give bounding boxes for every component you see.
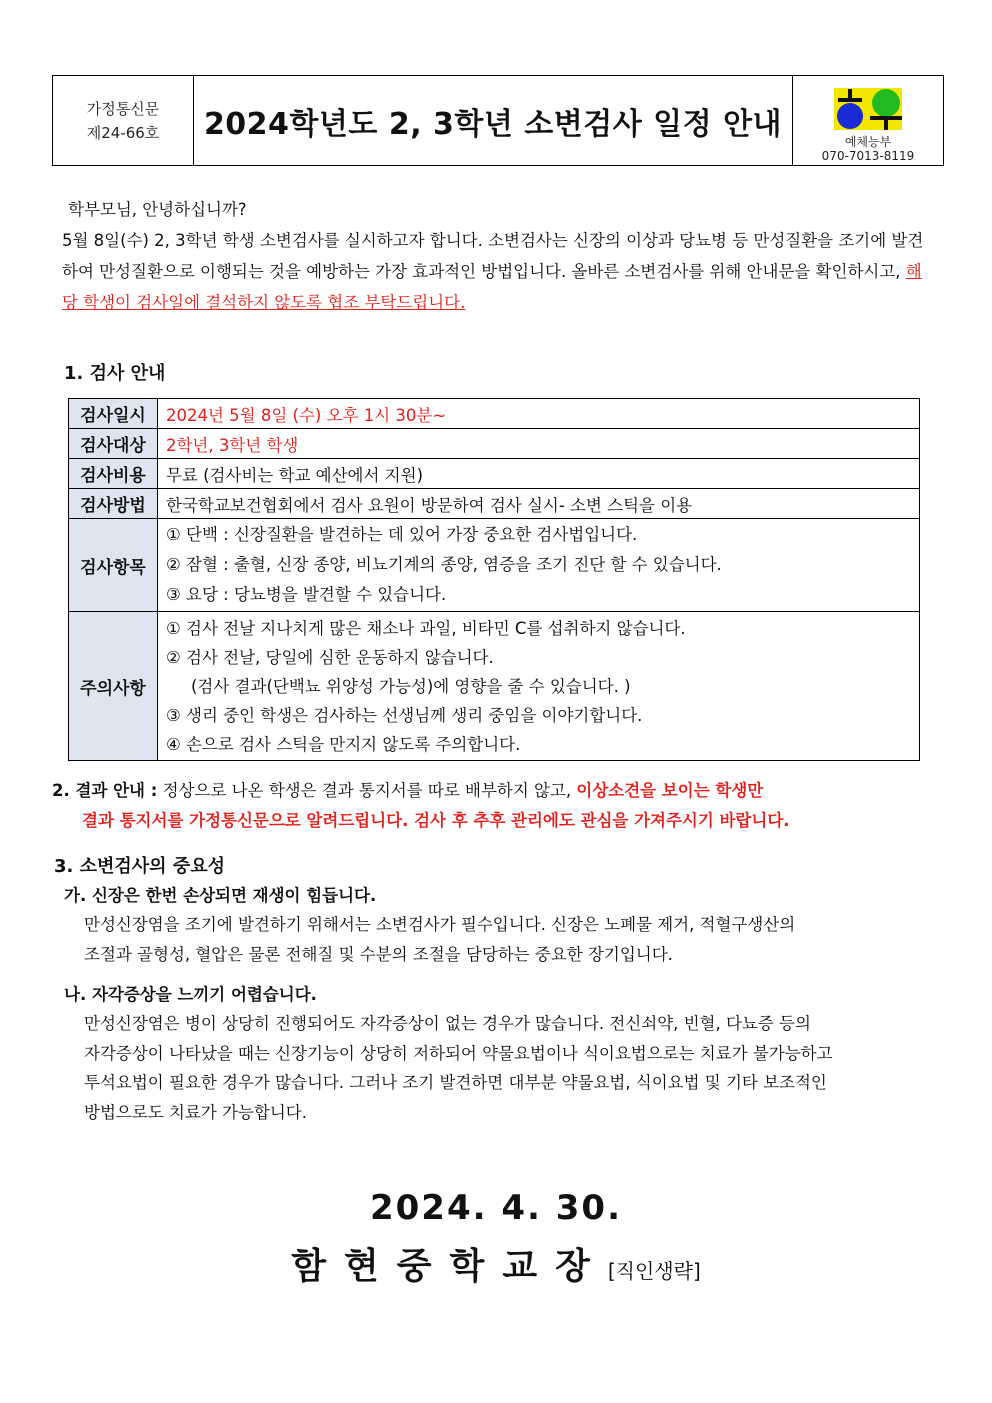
list-item: ② 검사 전날, 당일에 심한 운동하지 않습니다. [166,647,494,667]
signer-name: 함현중학교장 [291,1246,608,1287]
row-value: 무료 (검사비는 학교 예산에서 지원) [158,459,920,489]
row-label: 주의사항 [69,612,158,761]
section2-text: 정상으로 나온 학생은 결과 통지서를 따로 배부하지 않고, [162,781,577,800]
signature-line [0,1238,992,1289]
table-row [69,399,920,429]
exam-info-table [68,398,920,761]
table-row [69,459,920,489]
section2-line1 [52,776,763,806]
list-item: ③ 요당 : 당뇨병을 발견할 수 있습니다. [166,585,447,604]
department-logo-icon [828,83,908,135]
section3-title: 3. 소변검사의 중요성 [54,856,225,877]
table-row [69,612,920,761]
greeting: 학부모님, 안녕하십니까? [68,200,247,219]
list-item: (검사 결과(단백뇨 위양성 가능성)에 영향을 줄 수 있습니다. ) [191,676,631,696]
body-line: 조절과 골형성, 혈압은 물론 전해질 및 수분의 조절을 담당하는 중요한 장기입니다. [84,944,673,964]
list-item: ① 단백 : 신장질환을 발견하는 데 있어 가장 중요한 검사법입니다. [166,525,638,544]
intro-highlight: 해당 학생이 검사일에 결석하지 않도록 협조 부탁드립니다. [62,262,922,312]
issue-date: 2024. 4. 30. [369,1188,623,1228]
list-item: ② 잠혈 : 출혈, 신장 종양, 비뇨기계의 종양, 염증을 조기 진단 할 수 있습니다. [166,555,722,574]
row-label: 검사비용 [69,459,158,489]
doc-info [53,76,194,165]
list-item: ③ 생리 중인 학생은 검사하는 선생님께 생리 중임을 이야기합니다. [166,705,643,725]
doc-number: 제24-66호 [86,123,160,142]
section3-b-title: 나. 자각증상을 느끼기 어렵습니다. [64,985,317,1004]
list-item: ① 검사 전날 지나치게 많은 채소나 과일, 비타민 C를 섭취하지 않습니다. [166,618,686,638]
section3-b-body [84,1009,833,1127]
section3-a-body [84,910,795,969]
list-item: ④ 손으로 검사 스틱을 만지지 않도록 주의합니다. [166,734,521,754]
row-label: 검사항목 [69,519,158,612]
body-line: 투석요법이 필요한 경우가 많습니다. 그러나 조기 발견하면 대부분 약물요법, 식이요법 및 기타 보조적인 [84,1073,827,1092]
section3-a-title: 가. 신장은 한번 손상되면 재생이 힘듭니다. [64,886,377,905]
exam-items-cell [158,519,920,612]
doc-type: 가정통신문 [86,99,160,118]
section2-red1: 이상소견을 보이는 학생만 [576,781,764,800]
table-row [69,429,920,459]
section1-title: 1. 검사 안내 [64,363,166,384]
section2-red2: 결과 통지서를 가정통신문으로 알려드립니다. 검사 후 추후 관리에도 관심을 가져주시기 바랍니다. [82,811,790,830]
body-line: 만성신장염은 병이 상당히 진행되어도 자각증상이 없는 경우가 많습니다. 전신쇠약, 빈혈, 다뇨증 등의 [84,1014,811,1033]
body-line: 만성신장염을 조기에 발견하기 위해서는 소변검사가 필수입니다. 신장은 노폐물 제거, 적혈구생산의 [84,915,796,934]
row-label: 검사방법 [69,489,158,519]
row-label: 검사일시 [69,399,158,429]
dept-phone: 070-7013-8119 [821,149,915,163]
page-title: 2024학년도 2, 3학년 소변검사 일정 안내 [203,106,783,142]
intro-body: 5월 8일(수) 2, 3학년 학생 소변검사를 실시하고자 합니다. 소변검사는 신장의 이상과 당뇨병 등 만성질환을 조기에 발견하여 만성질환으로 이행되는 것을 예방하는 가장 효과적인 방법입니다. 올바른 소변검사를 위해 안내문을 확인하시고, [62,231,924,281]
seal-note: [직인생략] [607,1259,701,1283]
header-box [52,75,944,166]
dept-name: 예체능부 [844,135,892,149]
table-row [69,489,920,519]
intro-paragraph [62,225,937,318]
body-line: 방법으로도 치료가 가능합니다. [84,1102,307,1122]
body-line: 자각증상이 나타났을 때는 신장기능이 상당히 저하되어 약물요법이나 식이요법으로는 치료가 불가능하고 [84,1043,833,1063]
row-value: 한국학교보건협회에서 검사 요원이 방문하여 검사 실시- 소변 스틱을 이용 [158,489,920,519]
cautions-cell [158,612,920,761]
row-value: 2024년 5월 8일 (수) 오후 1시 30분~ [158,399,920,429]
row-label: 검사대상 [69,429,158,459]
table-row [69,519,920,612]
row-value: 2학년, 3학년 학생 [158,429,920,459]
section2-title: 2. 결과 안내 : [52,781,158,800]
dept-logo-box [792,76,943,165]
